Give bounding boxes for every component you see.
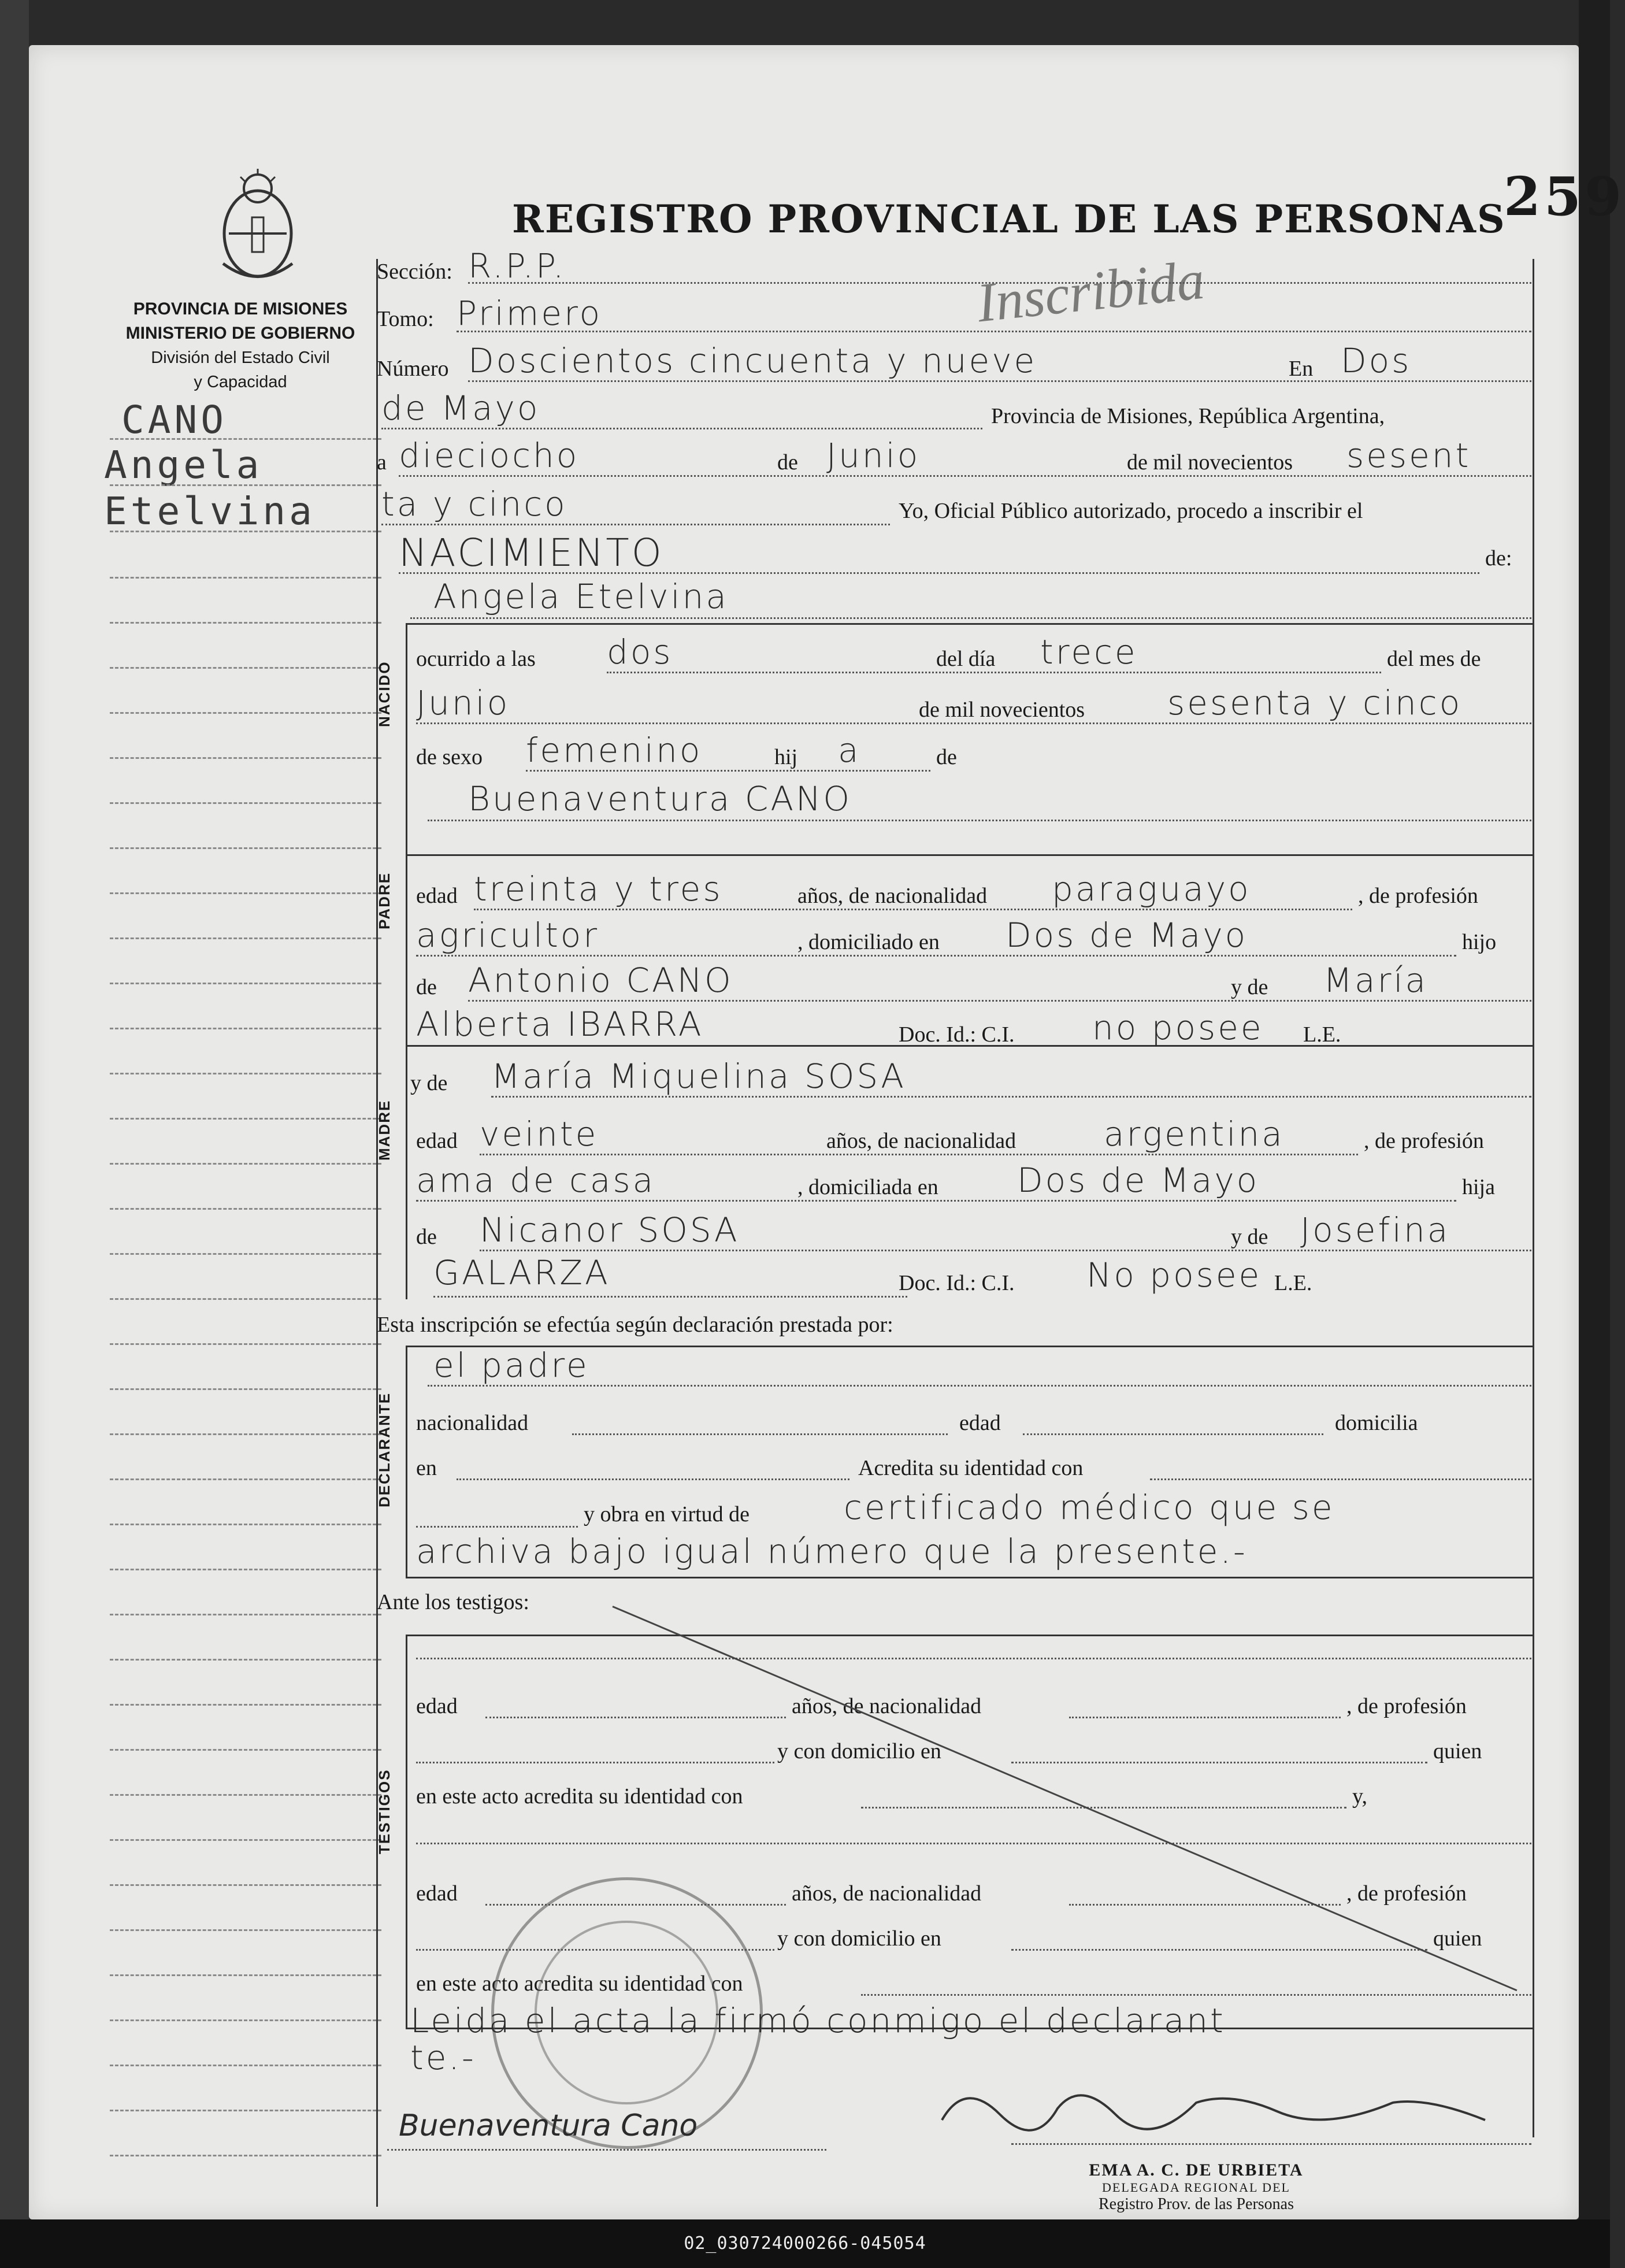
a-label: a [377, 450, 387, 475]
ministry-line4: y Capacidad [194, 373, 287, 391]
margin-rule-line [110, 1163, 381, 1165]
margin-rule-line [110, 1569, 381, 1570]
margin-rule-line [110, 1073, 381, 1074]
padre-domicilio: Dos de Mayo [1006, 916, 1248, 955]
anio-part1: sesent [1346, 436, 1471, 475]
margin-rule-line [110, 1478, 381, 1480]
seccion-value: R.P.P. [468, 246, 566, 286]
madre-y-de2-label: y de [1231, 1225, 1268, 1249]
madre-le-label: L.E. [1274, 1271, 1312, 1295]
testigo1-anios-label: años, de nacionalidad [792, 1694, 982, 1718]
madre-y-de-label: y de [410, 1071, 448, 1095]
madre-padre-de: Nicanor SOSA [480, 1210, 740, 1250]
padre-nombre: Buenaventura CANO [468, 779, 852, 818]
del-mes-label: del mes de [1387, 647, 1481, 671]
ministry-block [84, 297, 396, 394]
ocurrido-label: ocurrido a las [416, 647, 536, 671]
section-label-padre: PADRE [376, 872, 393, 929]
margin-rule-line [110, 1028, 381, 1029]
madre-edad: veinte [480, 1114, 599, 1154]
madre-profesion-label: , de profesión [1364, 1129, 1484, 1153]
official-name: EMA A. C. DE URBIETA [1089, 2160, 1304, 2180]
padre-y-de-label: y de [1231, 975, 1268, 999]
margin-rule-line [110, 1388, 381, 1390]
margin-rule-line [110, 1298, 381, 1300]
margin-rule-line [110, 2065, 381, 2066]
margin-rule-line [110, 1208, 381, 1210]
madre-de-label: de [416, 1225, 437, 1249]
margin-rule-line [110, 1839, 381, 1841]
margin-name-lines [110, 386, 381, 577]
padre-le-label: L.E. [1303, 1022, 1341, 1047]
padre-madre-de-cont: Alberta IBARRA [416, 1005, 704, 1044]
margin-rule-line [110, 1659, 381, 1661]
padre-edad: treinta y tres [474, 869, 723, 909]
margin-rule-line [110, 802, 381, 804]
madre-madre-de-cont: GALARZA [433, 1253, 610, 1292]
mes-value: Junio [826, 436, 921, 475]
declarante-acredita-label: Acredita su identidad con [858, 1456, 1084, 1480]
hora-value: dos [607, 632, 673, 672]
nacido-mil-label: de mil novecientos [919, 698, 1085, 722]
frame-left-rule [376, 259, 378, 2207]
margin-second-name: Etelvina [104, 489, 316, 533]
madre-anios-label: años, de nacionalidad [826, 1129, 1016, 1153]
mes-nacimiento: Junio [416, 683, 510, 722]
padre-profesion: agricultor [416, 916, 600, 955]
margin-rule-line [110, 847, 381, 849]
declarante-virtud-label: y obra en virtud de [584, 1502, 750, 1526]
closing-line2: te.- [410, 2038, 476, 2077]
section-label-testigos: TESTIGOS [376, 1769, 393, 1854]
margin-rule-line [110, 757, 381, 759]
dia-value: dieciocho [399, 436, 580, 475]
section-label-declarante: DECLARANTE [376, 1392, 393, 1507]
en-label: En [1289, 357, 1314, 381]
margin-rule-line [110, 1704, 381, 1706]
madre-edad-label: edad [416, 1129, 458, 1153]
declarante-virtud-2: archiva bajo igual número que la presente.- [416, 1532, 1248, 1571]
declarante-firma: Buenaventura Cano [399, 2108, 698, 2143]
margin-rule-line [110, 1343, 381, 1345]
page-title: REGISTRO PROVINCIAL DE LAS PERSONAS [512, 197, 1506, 242]
margin-rule-line [110, 1749, 381, 1751]
padre-hijo-label: hijo [1462, 930, 1497, 954]
official-signature [930, 2056, 1508, 2143]
madre-doc-label: Doc. Id.: C.I. [899, 1271, 1015, 1295]
ministry-line1: PROVINCIA DE MISIONES [133, 299, 348, 318]
testigo2-acredita-label: en este acto acredita su identidad con [416, 1971, 743, 1996]
sexo-label: de sexo [416, 745, 483, 769]
de2-label: de: [1485, 546, 1512, 570]
margin-rule-line [110, 577, 381, 579]
padre-padre-de: Antonio CANO [468, 961, 733, 1000]
testigo1-y-label: y, [1352, 1784, 1368, 1809]
margin-rule-line [110, 1524, 381, 1525]
margin-rule-line [110, 1974, 381, 1976]
padre-de-label: de [416, 975, 437, 999]
section-label-madre: MADRE [376, 1099, 393, 1161]
testigo2-profesion-label: , de profesión [1346, 1881, 1467, 1906]
sexo-value: femenino [526, 731, 703, 770]
margin-rule-line [110, 1433, 381, 1435]
margin-rule-line [110, 983, 381, 984]
margin-rule-line [110, 1884, 381, 1886]
madre-domicilio-label: , domiciliada en [797, 1175, 938, 1199]
padre-nacionalidad: paraguayo [1052, 869, 1251, 909]
oficial-text: Yo, Oficial Público autorizado, procedo a inscribir el [899, 499, 1363, 523]
official-role: DELEGADA REGIONAL DEL [1102, 2180, 1290, 2195]
margin-rule-line [110, 1794, 381, 1796]
hij-suffix: a [838, 731, 861, 770]
margin-rule-line [110, 1929, 381, 1931]
margin-rule-line [110, 1253, 381, 1255]
page-edge [1579, 0, 1610, 2268]
testigos-ante-label: Ante los testigos: [377, 1590, 529, 1614]
seccion-label: Sección: [377, 260, 452, 284]
declarante-nacionalidad-label: nacionalidad [416, 1411, 529, 1435]
declarante-virtud-1: certificado médico que se [844, 1488, 1335, 1527]
padre-anios-label: años, de nacionalidad [797, 884, 988, 908]
testigo1-edad-label: edad [416, 1694, 458, 1718]
testigo1-acredita-label: en este acto acredita su identidad con [416, 1784, 743, 1809]
testigo2-edad-label: edad [416, 1881, 458, 1906]
padre-edad-label: edad [416, 884, 458, 908]
testigo1-quien-label: quien [1433, 1739, 1482, 1763]
provincia-text: Provincia de Misiones, República Argentina, [991, 404, 1385, 428]
madre-doc: No posee [1086, 1255, 1262, 1295]
margin-surname: CANO [121, 398, 227, 442]
declarante-en-label: en [416, 1456, 437, 1480]
del-dia-label: del día [936, 647, 996, 671]
margin-rule-line [110, 712, 381, 714]
inscribed-stamp: Inscribida [974, 248, 1208, 334]
madre-hija-label: hija [1462, 1175, 1495, 1199]
acto-value: NACIMIENTO [399, 531, 664, 575]
dia-nacimiento: trece [1040, 632, 1138, 672]
numero-value: Doscientos cincuenta y nueve [468, 341, 1037, 380]
madre-domicilio: Dos de Mayo [1017, 1161, 1260, 1200]
margin-rule-line [110, 2155, 381, 2156]
anio-part2: ta y cinco [381, 484, 567, 524]
place-continuation: de Mayo [381, 388, 540, 428]
madre-nacionalidad: argentina [1104, 1114, 1285, 1154]
padre-profesion-label: , de profesión [1358, 884, 1478, 908]
declarante-quien: el padre [433, 1346, 589, 1385]
frame-right-rule [1533, 259, 1534, 2137]
official-signature-block [1034, 2160, 1358, 2214]
madre-madre-de: Josefina [1300, 1210, 1450, 1250]
padre-doc: no posee [1092, 1008, 1264, 1047]
declarante-edad-label: edad [959, 1411, 1001, 1435]
margin-rule-line [110, 2019, 381, 2021]
coat-of-arms-icon [212, 165, 304, 287]
padre-doc-label: Doc. Id.: C.I. [899, 1022, 1015, 1047]
margin-rule-line [110, 667, 381, 669]
cancellation-line [612, 1606, 1517, 1991]
testigo2-anios-label: años, de nacionalidad [792, 1881, 982, 1906]
numero-label: Número [377, 357, 449, 381]
hij-label: hij [774, 745, 798, 769]
tomo-label: Tomo: [377, 307, 434, 331]
inscripto-nombre: Angela Etelvina [433, 577, 729, 616]
testigo1-domicilio-label: y con domicilio en [777, 1739, 941, 1763]
page-number: 259 [1504, 165, 1625, 228]
ministry-line2: MINISTERIO DE GOBIERNO [125, 324, 355, 343]
mil-label: de mil novecientos [1127, 450, 1293, 475]
anio-nacimiento: sesenta y cinco [1167, 683, 1463, 722]
declaracion-intro: Esta inscripción se efectúa según declaración prestada por: [377, 1313, 893, 1337]
margin-rule-line [110, 1118, 381, 1120]
en-value: Dos [1341, 341, 1412, 380]
closing-line1: Leida el acta la firmó conmigo el declarant [410, 2001, 1226, 2040]
margin-rule-line [110, 622, 381, 624]
margin-first-name: Angela [104, 443, 263, 487]
margin-rule-line [110, 1614, 381, 1615]
margin-rule-line [110, 937, 381, 939]
margin-rule-line [110, 2110, 381, 2111]
testigo1-profesion-label: , de profesión [1346, 1694, 1467, 1718]
section-label-nacido: NACIDO [376, 661, 393, 727]
de-label: de [777, 450, 798, 475]
margin-rule-line [110, 892, 381, 894]
official-org: Registro Prov. de las Personas [1098, 2195, 1294, 2213]
padre-madre-de: María [1323, 961, 1429, 1000]
document-page [29, 45, 1625, 2219]
madre-nombre: María Miquelina SOSA [491, 1057, 906, 1096]
testigo2-quien-label: quien [1433, 1926, 1482, 1951]
image-id-footer: 02_030724000266-045054 [0, 2219, 1610, 2268]
nacido-de-label: de [936, 745, 957, 769]
declarante-domicilia-label: domicilia [1335, 1411, 1418, 1435]
madre-profesion: ama de casa [416, 1161, 656, 1200]
tomo-value: Primero [457, 294, 603, 333]
testigo2-domicilio-label: y con domicilio en [777, 1926, 941, 1951]
ministry-line3: División del Estado Civil [151, 349, 330, 367]
padre-domicilio-label: , domiciliado en [797, 930, 940, 954]
book-binding [0, 0, 29, 2268]
